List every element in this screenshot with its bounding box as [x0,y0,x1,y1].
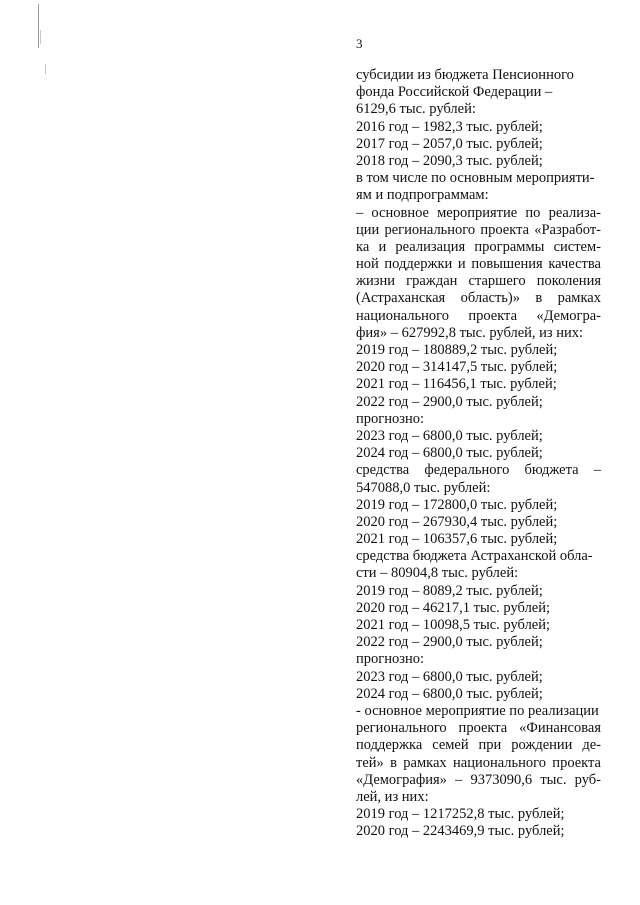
scan-edge-mark [45,64,46,74]
text-line: 2020 год – 314147,5 тыс. рублей; [356,359,558,376]
text-line: 2020 год – 46217,1 тыс. рублей; [356,599,551,616]
text-line: 2022 год – 2900,0 тыс. рублей; [356,634,543,651]
text-line: 2021 год – 116456,1 тыс. рублей; [356,376,557,393]
text-line: национального проекта «Демогра- [356,307,601,324]
text-line: 2020 год – 2243469,9 тыс. рублей; [356,823,565,840]
scan-edge-mark [38,4,39,48]
text-line: 2017 год – 2057,0 тыс. рублей; [356,135,543,152]
text-line: 2016 год – 1982,3 тыс. рублей; [356,118,543,135]
text-line: 2022 год – 2900,0 тыс. рублей; [356,393,543,410]
text-line: - основное мероприятие по реализации [356,702,599,719]
text-line: ной поддержки и повышения качества [356,256,601,273]
text-line: лей, из них: [356,788,429,805]
text-line: 547088,0 тыс. рублей: [356,479,491,496]
text-line: средства бюджета Астраханской обла- [356,548,593,565]
text-line: в том числе по основным мероприяти- [356,170,595,187]
text-line: ка и реализация программы систем- [356,238,601,255]
text-line: 2019 год – 180889,2 тыс. рублей; [356,342,558,358]
text-line: 2019 год – 172800,0 тыс. рублей; [356,496,558,513]
text-line: субсидии из бюджета Пенсионного [356,67,574,83]
text-line: 2023 год – 6800,0 тыс. рублей; [356,668,543,685]
text-line: 2020 год – 267930,4 тыс. рублей; [356,513,558,530]
text-line: 2019 год – 1217252,8 тыс. рублей; [356,806,565,823]
text-line: ям и подпрограммам: [356,187,489,204]
text-line: сти – 80904,8 тыс. рублей: [356,565,519,582]
text-line: – основное мероприятие по реализа- [356,204,601,221]
text-line: ции регионального проекта «Разработ- [356,221,601,238]
text-line: 2023 год – 6800,0 тыс. рублей; [356,427,543,444]
text-line: прогнозно: [356,651,424,668]
text-line: поддержка семей при рождении де- [356,737,601,754]
text-line: фия» – 627992,8 тыс. рублей, из них: [356,324,584,341]
text-line: жизни граждан старшего поколения [356,273,601,290]
text-line: 2021 год – 10098,5 тыс. рублей; [356,617,551,633]
scan-edge-mark [40,30,41,44]
text-line: (Астраханская область)» в рамках [356,290,601,307]
text-line: тей» в рамках национального проекта [356,754,601,771]
text-line: 2019 год – 8089,2 тыс. рублей; [356,582,543,599]
text-line: 2024 год – 6800,0 тыс. рублей; [356,685,543,702]
text-line: средства федерального бюджета – [356,462,601,479]
text-line: регионального проекта «Финансовая [356,720,601,737]
text-line: 2021 год – 106357,6 тыс. рублей; [356,531,558,548]
page-number: 3 [356,36,363,51]
text-line: 6129,6 тыс. рублей: [356,101,476,118]
text-line: 2024 год – 6800,0 тыс. рублей; [356,445,543,462]
document-text-column [356,67,601,840]
text-line: фонда Российской Федерации – [356,84,553,101]
text-line: «Демография» – 9373090,6 тыс. руб- [356,771,601,788]
text-line: 2018 год – 2090,3 тыс. рублей; [356,152,543,169]
text-line: прогнозно: [356,410,424,427]
